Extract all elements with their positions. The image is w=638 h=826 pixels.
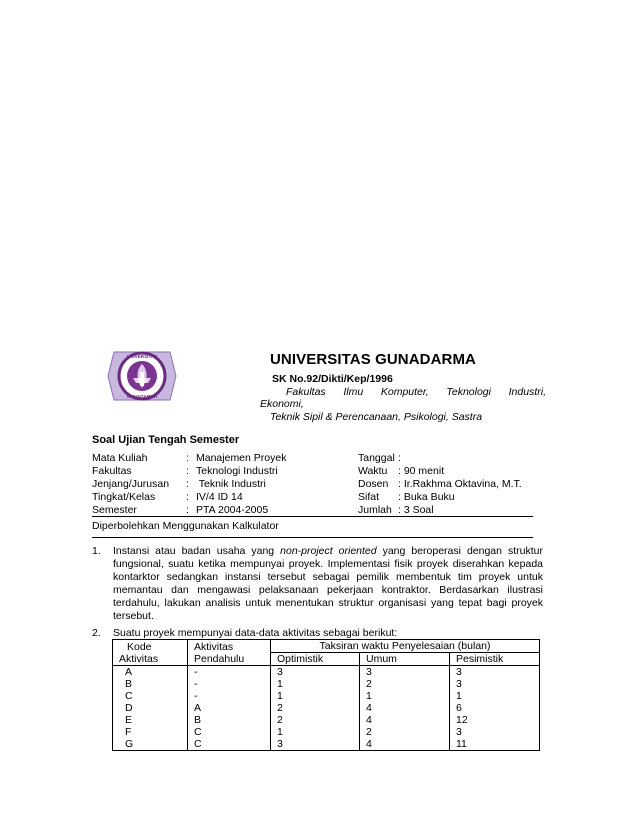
info-right-value: : xyxy=(398,452,401,464)
info-colon: : xyxy=(186,504,189,516)
info-right-label: Jumlah xyxy=(358,504,392,516)
info-right-label: Sifat xyxy=(358,491,380,503)
info-label: Tingkat/Kelas xyxy=(92,491,156,503)
calculator-note: Diperbolehkan Menggunakan Kalkulator xyxy=(92,520,279,532)
info-label: Mata Kuliah xyxy=(92,452,148,464)
faculty-line-1: Fakultas Ilmu Komputer, Teknologi Industri, xyxy=(286,386,546,398)
info-value: Teknik Industri xyxy=(196,478,266,490)
info-colon: : xyxy=(186,452,189,464)
header-kode: Kode Aktivitas xyxy=(113,640,188,666)
emphasis-text: non-project oriented xyxy=(280,545,377,557)
logo-text-bottom: GUNADARMA xyxy=(126,394,158,399)
pendahulu-column: - - - A B C C xyxy=(188,666,271,751)
info-right-value: : 90 menit xyxy=(398,465,445,477)
info-value: Teknologi Industri xyxy=(196,465,278,477)
optimistik-column: 3 1 1 2 2 1 3 xyxy=(271,666,360,751)
info-colon: : xyxy=(186,465,189,477)
info-right-label: Dosen xyxy=(358,478,389,490)
info-right-label: Tanggal xyxy=(358,452,395,464)
umum-column: 3 2 1 4 4 2 4 xyxy=(360,666,450,751)
info-right-value: : 3 Soal xyxy=(398,504,434,516)
header-pesimistik: Pesimistik xyxy=(450,653,540,666)
header-taksiran: Taksiran waktu Penyelesaian (bulan) xyxy=(271,640,540,653)
faculty-line-2: Ekonomi, xyxy=(260,398,304,410)
pesimistik-column: 3 3 1 6 12 3 11 xyxy=(450,666,540,751)
faculty-line-3: Teknik Sipil & Perencanaan, Psikologi, Sastra xyxy=(270,411,483,423)
info-colon: : xyxy=(186,491,189,503)
activity-table xyxy=(112,639,540,751)
info-label: Jenjang/Jurusan xyxy=(92,478,170,490)
info-label: Fakultas xyxy=(92,465,132,477)
question-number: 2. xyxy=(92,627,101,639)
info-value: Manajemen Proyek xyxy=(196,452,287,464)
logo-text-top: UNIVERSITAS xyxy=(126,354,158,359)
divider xyxy=(92,516,533,517)
sk-number: SK No.92/Dikti/Kep/1996 xyxy=(272,373,393,385)
kode-column: A B C D E F G xyxy=(113,666,188,751)
divider xyxy=(92,537,533,538)
question-1-text: Instansi atau badan usaha yang non-project oriented yang beroperasi dengan struktur fungsional, suatu ketika mempunyai proyek. Implementasi fisik proyek diserahkan kepada kontarktor sedangkan instansi tersebut sebagai pemilik membentuk tim proyek untuk memantau dan mengawasi pelaksanaan pekerjaan kontraktor. Berdasarkan ilustrasi terdahulu, lakukan analisis untuk menentukan struktur organisasi yang tepat bagi proyek tersebut. xyxy=(113,545,543,622)
info-value: IV/4 ID 14 xyxy=(196,491,243,503)
question-number: 1. xyxy=(92,545,101,557)
university-name: UNIVERSITAS GUNADARMA xyxy=(270,351,476,368)
university-logo xyxy=(106,346,178,406)
info-value: PTA 2004-2005 xyxy=(196,504,269,516)
info-right-label: Waktu xyxy=(358,465,388,477)
info-label: Semester xyxy=(92,504,137,516)
info-colon: : xyxy=(186,478,189,490)
exam-title: Soal Ujian Tengah Semester xyxy=(92,434,240,446)
info-right-value: : Ir.Rakhma Oktavina, M.T. xyxy=(398,478,522,490)
question-2-text: Suatu proyek mempunyai data-data aktivitas sebagai berikut: xyxy=(113,627,398,639)
header-optimistik: Optimistik xyxy=(271,653,360,666)
info-right-value: : Buka Buku xyxy=(398,491,455,503)
header-umum: Umum xyxy=(360,653,450,666)
header-aktivitas-pendahulu: Aktivitas Pendahulu xyxy=(188,640,271,666)
